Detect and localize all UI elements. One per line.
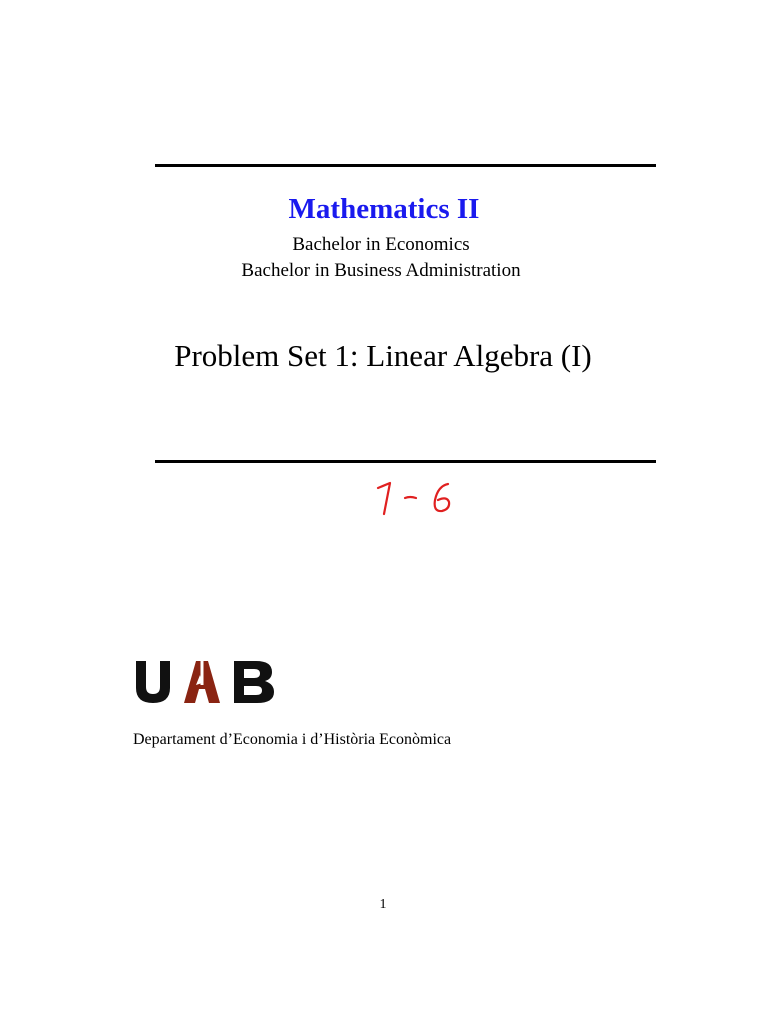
uab-logo — [136, 661, 276, 703]
top-rule — [155, 164, 656, 167]
subtitle-business-administration: Bachelor in Business Administration — [241, 260, 521, 281]
handwritten-annotation — [372, 474, 462, 522]
course-title: Mathematics II — [288, 193, 480, 225]
problem-set-title: Problem Set 1: Linear Algebra (I) — [174, 338, 592, 373]
department-name: Departament d’Economia i d’Història Econòmica — [133, 731, 452, 748]
page-number: 1 — [379, 897, 387, 912]
bottom-rule — [155, 460, 656, 463]
subtitle-economics: Bachelor in Economics — [292, 234, 470, 255]
